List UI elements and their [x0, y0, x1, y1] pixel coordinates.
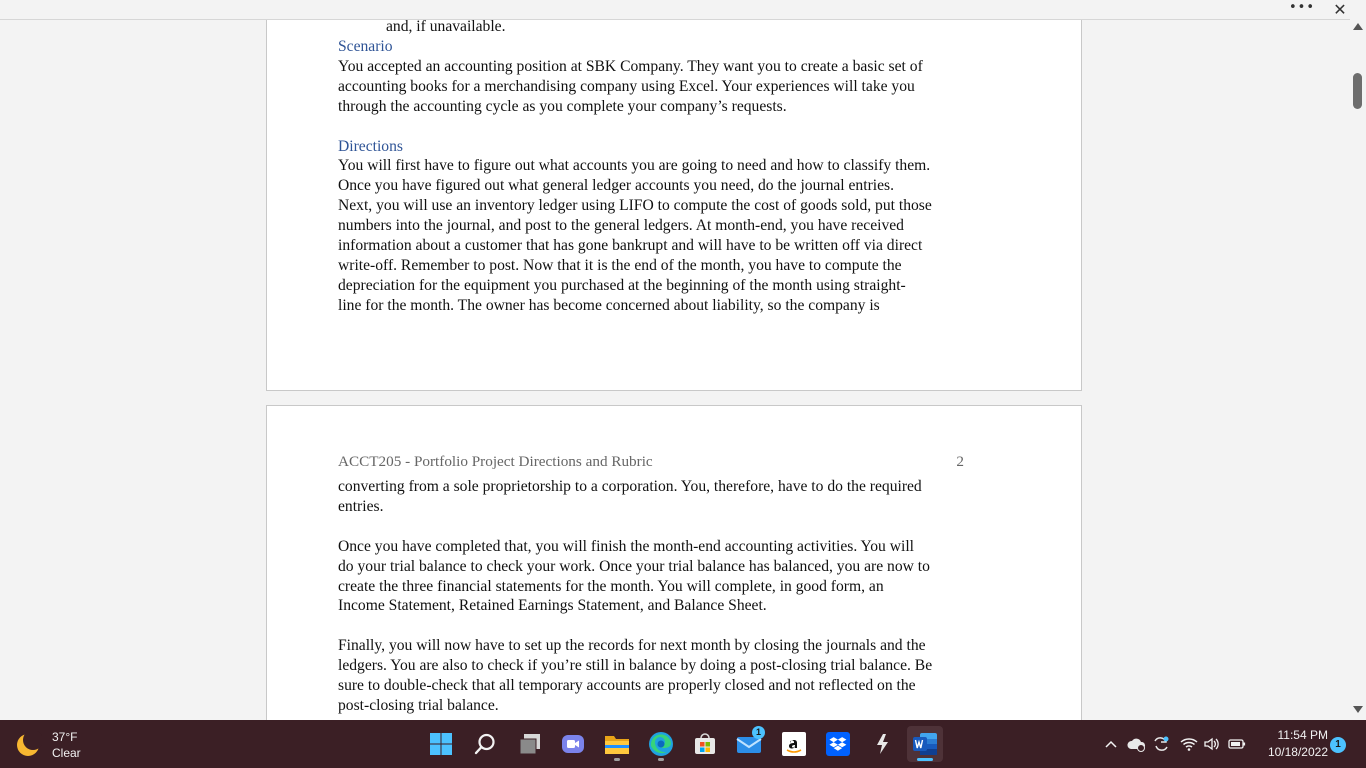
paragraph-line: post-closing trial balance. [338, 696, 499, 714]
taskbar [0, 720, 1366, 768]
search-icon [473, 732, 497, 756]
page-number: 2 [956, 453, 964, 470]
wifi-tray-button[interactable] [1180, 720, 1198, 768]
cloud-sync-icon [1127, 736, 1147, 752]
directions-heading: Directions [338, 137, 403, 155]
hidden-icons-button[interactable] [1103, 720, 1119, 768]
running-indicator [658, 758, 664, 761]
file-explorer-button[interactable] [599, 726, 635, 762]
blank-line [338, 517, 1018, 537]
amazon-logo-icon [782, 732, 806, 756]
chat-button[interactable] [555, 726, 591, 762]
volume-tray-button[interactable] [1203, 720, 1221, 768]
mail-button[interactable] [731, 726, 767, 762]
paragraph-line: You accepted an accounting position at SBK Company. They want you to create a basic set of [338, 57, 923, 75]
paragraph-line: write-off. Remember to post. Now that it is the end of the month, you have to compute the [338, 256, 902, 274]
paragraph-line: through the accounting cycle as you complete your company’s requests. [338, 97, 787, 115]
scenario-section [338, 37, 1018, 316]
search-button[interactable] [467, 726, 503, 762]
paragraph-line: entries. [338, 497, 384, 515]
amazon-button[interactable] [776, 726, 812, 762]
vertical-scrollbar[interactable] [1350, 20, 1366, 720]
paragraph-line: line for the month. The owner has become concerned about liability, so the company is [338, 296, 880, 314]
paragraph-line: ledgers. You are also to check if you’re still in balance by doing a post-closing trial balance. Be [338, 657, 933, 675]
sync-tray-button[interactable] [1152, 720, 1170, 768]
battery-icon [1228, 738, 1246, 750]
lightning-app-icon [870, 732, 894, 756]
microsoft-word-icon [912, 732, 938, 756]
paragraph-line: information about a customer that has gone bankrupt and will have to be written off via direct [338, 237, 923, 255]
paragraph-line: accounting books for a merchandising company using Excel. Your experiences will take you [338, 77, 915, 95]
volume-speaker-icon [1203, 736, 1221, 752]
store-bag-icon [693, 732, 717, 756]
document-canvas [0, 20, 1350, 720]
active-indicator [917, 758, 933, 761]
edge-browser-icon [648, 731, 674, 757]
moon-icon [14, 731, 42, 759]
weather-description: Clear [52, 746, 81, 760]
cut-off-line: and, if unavailable. [386, 20, 506, 35]
paragraph-line: You will first have to figure out what accounts you are going to need and how to classify them. [338, 157, 931, 175]
refresh-sync-icon [1152, 735, 1170, 753]
word-button[interactable] [907, 726, 943, 762]
windows-logo-icon [429, 732, 453, 756]
dropbox-button[interactable] [820, 726, 856, 762]
mail-badge: 1 [752, 726, 765, 739]
paragraph-line: converting from a sole proprietorship to a corporation. You, therefore, have to do the required [338, 478, 922, 495]
paragraph-line: sure to double-check that all temporary accounts are properly closed and not reflected on the [338, 677, 916, 695]
paragraph-line: Income Statement, Retained Earnings Statement, and Balance Sheet. [338, 597, 767, 615]
clock[interactable] [1252, 727, 1328, 761]
page2-body [338, 477, 1018, 716]
blank-line [338, 616, 1018, 636]
paragraph-line: Finally, you will now have to set up the records for next month by closing the journals and the [338, 637, 926, 655]
task-view-button[interactable] [512, 726, 548, 762]
paragraph-line: depreciation for the equipment you purchased at the beginning of the month using straight- [338, 276, 906, 294]
start-button[interactable] [423, 726, 459, 762]
paragraph-line: Next, you will use an inventory ledger using LIFO to compute the cost of goods sold, put those [338, 197, 932, 215]
document-page-1 [266, 20, 1082, 391]
scroll-down-arrow-icon[interactable] [1353, 706, 1363, 713]
paragraph-line: create the three financial statements for the month. You will complete, in good form, an [338, 577, 884, 595]
cloud-sync-tray-button[interactable] [1127, 720, 1147, 768]
paragraph-line: Once you have figured out what general ledger accounts you need, do the journal entries. [338, 177, 894, 195]
scroll-thumb[interactable] [1353, 73, 1362, 109]
paragraph-line: numbers into the journal, and post to the general ledgers. At month-end, you have received [338, 217, 904, 235]
document-page-2 [266, 405, 1082, 720]
weather-widget[interactable] [14, 728, 81, 762]
dropbox-icon [826, 732, 850, 756]
chevron-up-icon [1103, 736, 1119, 752]
page-header-title: ACCT205 - Portfolio Project Directions and Rubric [338, 453, 653, 470]
more-options-button[interactable]: ••• [1288, 0, 1315, 15]
page-header [338, 453, 964, 471]
clock-date: 10/18/2022 [1267, 745, 1328, 759]
battery-tray-button[interactable] [1228, 720, 1246, 768]
notification-badge[interactable]: 1 [1330, 737, 1346, 753]
app-button[interactable] [864, 726, 900, 762]
running-indicator [614, 758, 620, 761]
paragraph-line: do your trial balance to check your work. Once your trial balance has balanced, you are now to [338, 557, 930, 575]
folder-icon [604, 732, 630, 756]
blank-line [338, 117, 1018, 137]
paragraph-line: Once you have completed that, you will finish the month-end accounting activities. You will [338, 537, 914, 555]
edge-button[interactable] [643, 726, 679, 762]
scroll-up-arrow-icon[interactable] [1353, 23, 1363, 30]
task-view-icon [518, 732, 542, 756]
close-button[interactable]: ✕ [1333, 0, 1347, 19]
wifi-icon [1180, 736, 1198, 752]
clock-time: 11:54 PM [1277, 728, 1328, 742]
weather-temperature: 37°F [52, 730, 78, 744]
scenario-heading: Scenario [338, 38, 393, 55]
chat-camera-icon [561, 732, 585, 756]
title-bar [0, 0, 1350, 20]
microsoft-store-button[interactable] [687, 726, 723, 762]
